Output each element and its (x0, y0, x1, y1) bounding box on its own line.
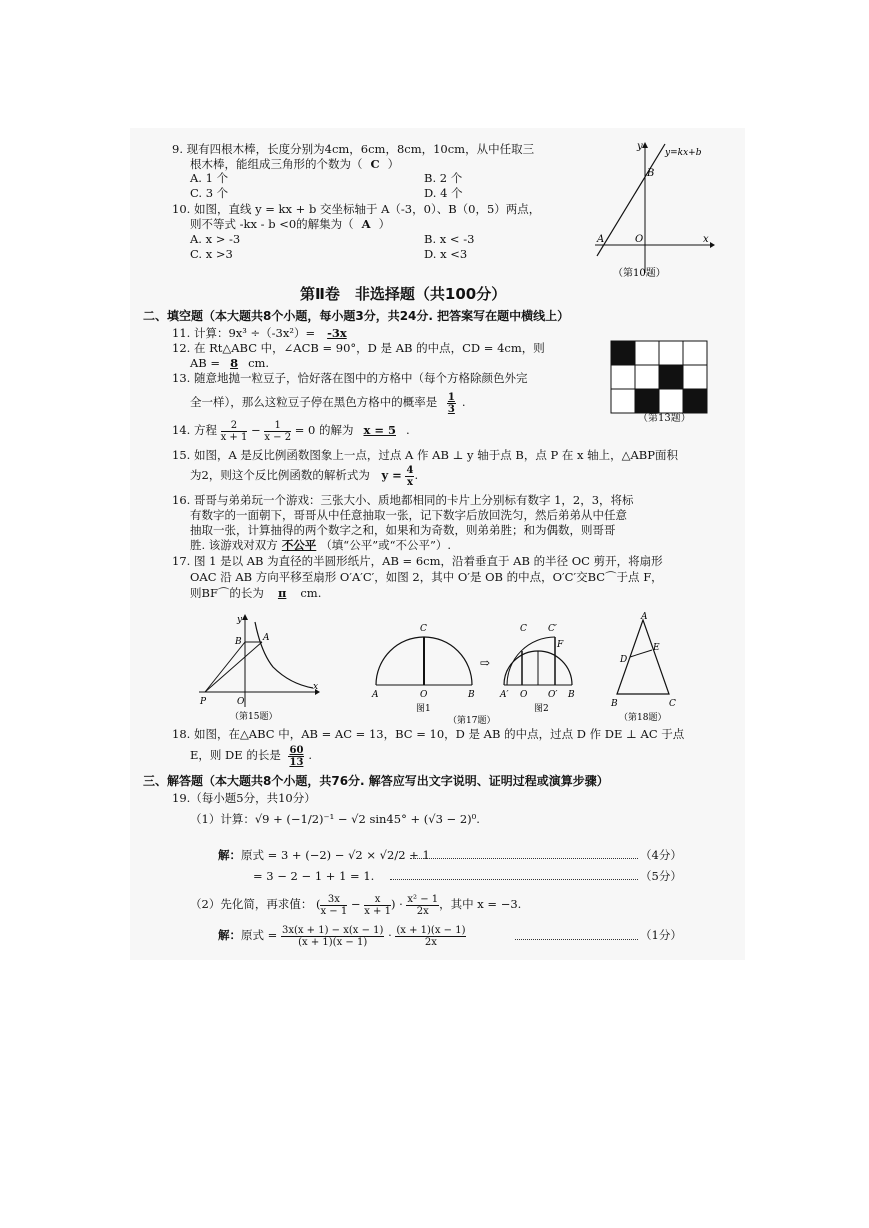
q10-option-a: A. x > -3 (190, 232, 241, 246)
q13-line1: 13. 随意地抛一粒豆子，恰好落在图中的方格中（每个方格除颜色外完 (172, 371, 528, 385)
q17-line1: 17. 图 1 是以 AB 为直径的半圆形纸片，AB = 6cm，沿着垂直于 AB 的半径 OC 剪开，将扇形 (172, 554, 663, 568)
figure-q13-grid (610, 340, 710, 424)
fig2-o-label: O (520, 690, 528, 700)
q9-option-c: C. 3 个 (190, 186, 229, 200)
q19-score2: （5分） (640, 869, 682, 883)
q10-answer: A (361, 217, 371, 231)
fig2-c-label: C (520, 624, 527, 634)
arrow-icon: ⇨ (480, 656, 491, 670)
q14: 14. 方程 $\frac{2}{x + 1}$ − $\frac{1}{x - 2}$ = 0 的解为 x = 5 . (172, 419, 410, 443)
origin-label: O (237, 697, 245, 707)
q9-option-d: D. 4 个 (424, 186, 463, 200)
q17-figure-caption: （第17题） (448, 716, 496, 725)
point-c-label: C (669, 699, 676, 709)
segment-pa (205, 642, 262, 692)
q10-option-c: C. x >3 (190, 247, 233, 261)
x-label: x (313, 682, 319, 692)
q15-line1: 15. 如图，A 是反比例函数图象上一点，过点 A 作 AB ⊥ y 轴于点 B，点 P 在 x 轴上，△ABP面积 (172, 448, 678, 462)
figure-q18-triangle (605, 612, 685, 724)
section3-heading: 三、解答题（本大题共8个小题，共76分. 解答应写出文字说明、证明过程或演算步骤） (143, 774, 609, 788)
q19-score1: （4分） (640, 848, 682, 862)
q12-line2: AB = 8 cm. (190, 356, 270, 370)
q10-stem-line2: 则不等式 -kx - b <0的解集为（ A ） (190, 217, 391, 231)
q19-solution2-step1: 解：原式 = $\frac{3x(x + 1) - x(x - 1)}{(x + 1)(x - 1)}$ · $\frac{(x + 1)(x - 1)}{2x}$ (218, 924, 466, 948)
section2-heading: 二、填空题（本大题共8个小题，每小题3分，共24分. 把答案写在题中横线上） (143, 309, 570, 323)
q9-stem-line1: 9. 现有四根木棒，长度分别为4cm，6cm，8cm，10cm，从中任取三 (172, 142, 535, 156)
q10-stem-line1: 10. 如图，直线 y = kx + b 交坐标轴于 A（-3，0）、B（0，5）两点， (172, 202, 541, 216)
line-label: y=kx+b (665, 148, 702, 158)
x-label: x (703, 234, 709, 245)
q16-answer: 不公平 (281, 538, 317, 552)
q17-line3: 则BF⌒的长为 π cm. (190, 586, 322, 600)
q18-figure-caption: （第18题） (619, 713, 667, 723)
fig1-label: 图1 (416, 704, 431, 714)
q15-figure-caption: （第15题） (230, 712, 278, 722)
point-b-label: B (647, 168, 655, 179)
origin-label: O (635, 234, 644, 245)
q10-option-d: D. x <3 (424, 247, 468, 261)
q18-line1: 18. 如图，在△ABC 中，AB = AC = 13，BC = 10，D 是 AB 的中点，过点 D 作 DE ⊥ AC 于点 (172, 727, 685, 741)
q12-line1: 12. 在 Rt△ABC 中，∠ACB = 90°，D 是 AB 的中点，CD = 4cm，则 (172, 341, 545, 355)
fig2-aprime-label: A′ (500, 690, 509, 700)
fig2-b-label: B (568, 690, 575, 700)
fig1-o-label: O (420, 690, 428, 700)
q19-part2: （2）先化简，再求值： ( $\frac{3x}{x - 1}$ − $\frac{x}{x + 1}$ ) · $\frac{\text{x² − 1}}{2x}$ ，其中 x = −3. (190, 893, 522, 917)
fig1-a-label: A (372, 690, 379, 700)
fig1-c-label: C (420, 624, 427, 634)
dotted-leader (515, 939, 638, 940)
point-p-label: P (200, 697, 207, 707)
q18-answer-fraction: $\frac{60}{13}$ (289, 744, 304, 768)
figure-q10-line-graph (585, 138, 715, 283)
hyperbola-curve (255, 622, 313, 688)
q17-line2: OAC 沿 AB 方向平移至扇形 O′A′C′，如图 2，其中 O′是 OB 的中点，O′C′交BC⌒于点 F， (190, 570, 663, 584)
q12-answer: 8 (230, 356, 239, 370)
q15-line2: 为2，则这个反比例函数的解析式为 y = $\frac{4}{x}$ . (190, 464, 419, 488)
q18-line2: E，则 DE 的长是 $\frac{60}{13}$ . (190, 744, 313, 768)
dotted-leader (410, 858, 638, 859)
q13-figure-caption: （第13题） (638, 413, 691, 424)
q19-score3: （1分） (640, 928, 682, 942)
q13-line2: 全一样），那么这粒豆子停在黑色方格中的概率是 $\frac{1}{3}$ . (190, 391, 466, 415)
point-b-label: B (235, 637, 242, 647)
fig2-label: 图2 (534, 704, 549, 714)
q16-line2: 有数字的一面朝下，哥哥从中任意抽取一张，记下数字后放回洗匀，然后弟弟从中任意 (190, 508, 627, 522)
segment-pb (205, 642, 245, 692)
q19-solution1-step1: 解：原式 = 3 + (−2) − √2 × √2/2 + 1 (218, 848, 430, 862)
black-cell (611, 341, 635, 365)
q15-answer: y = (381, 468, 402, 482)
black-cell (659, 365, 683, 389)
q14-answer: x = 5 (363, 423, 396, 437)
fig2-cprime-label: C′ (548, 624, 557, 634)
point-a-label: A (597, 234, 605, 245)
q9-option-a: A. 1 个 (190, 171, 229, 185)
q19-solution1-step2: = 3 − 2 − 1 + 1 = 1. (253, 869, 375, 883)
black-cell (683, 389, 707, 413)
point-a-label: A (641, 612, 648, 622)
q16-line3: 抽取一张，计算抽得的两个数字之和，如果和为奇数，则弟弟胜；和为偶数，则哥哥 (190, 523, 616, 537)
dotted-leader (390, 879, 638, 880)
q17-answer: π (277, 586, 287, 600)
q16-line4: 胜. 该游戏对双方 不公平 （填“公平”或“不公平”）. (190, 538, 451, 552)
segment-de (630, 650, 652, 657)
q16-line1: 16. 哥哥与弟弟玩一个游戏：三张大小、质地都相同的卡片上分别标有数字 1，2，3，将标 (172, 493, 634, 507)
y-label: y (237, 615, 243, 625)
point-e-label: E (653, 643, 660, 653)
q11-answer: -3x (327, 326, 347, 340)
part2-title: 第Ⅱ卷 非选择题（共100分） (300, 285, 507, 303)
point-b-label: B (611, 699, 618, 709)
point-d-label: D (620, 655, 628, 665)
q9-option-b: B. 2 个 (424, 171, 463, 185)
fig1-b-label: B (468, 690, 475, 700)
figure-q17-semicircles (368, 615, 588, 725)
q10-option-b: B. x < -3 (424, 232, 475, 246)
black-cell (635, 389, 659, 413)
q9-stem-line2: 根木棒，能组成三角形的个数为（ C ） (190, 157, 400, 171)
q15-answer-fraction: $\frac{4}{x}$ (406, 464, 414, 488)
point-a-label: A (263, 633, 270, 643)
q9-answer: C (370, 157, 380, 171)
q11: 11. 计算：9x³ ÷（-3x²）= -3x (172, 326, 359, 340)
q13-answer-fraction: $\frac{1}{3}$ (447, 391, 455, 415)
figure-q15-hyperbola (195, 612, 325, 722)
fig2-oprime-label: O′ (548, 690, 558, 700)
line-y-kx-b (597, 144, 665, 256)
q10-figure-caption: （第10题） (613, 268, 666, 279)
q19-heading: 19.（每小题5分，共10分） (172, 791, 316, 805)
fig2-f-label: F (557, 640, 564, 650)
q19-part1: （1）计算：√9 + (−1/2)⁻¹ − √2 sin45° + (√3 − 2)⁰. (190, 812, 480, 826)
y-label: y (637, 141, 643, 152)
